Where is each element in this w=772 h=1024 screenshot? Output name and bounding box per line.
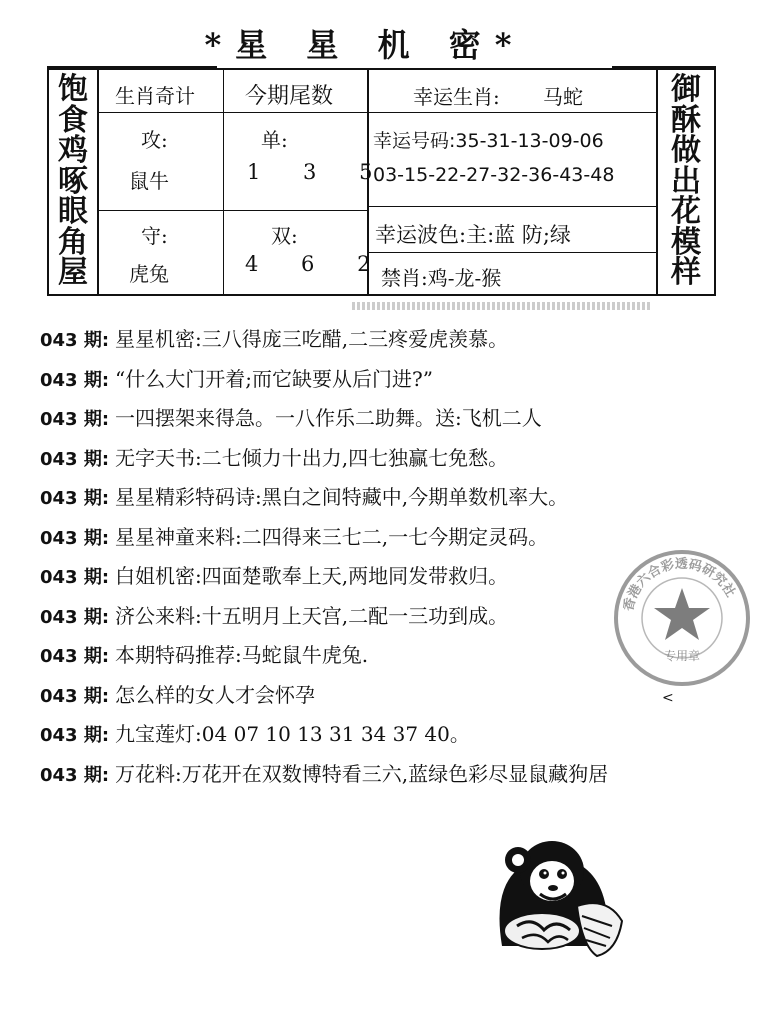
attack-value: 鼠牛	[129, 169, 169, 193]
mid-rule-right-1	[367, 206, 658, 207]
seal-center-text: 专用章	[663, 649, 701, 663]
mid-rule-left	[99, 210, 367, 211]
lucky-zodiac-label: 幸运生肖:	[413, 85, 500, 109]
header-rule	[99, 112, 658, 113]
attack-label: 攻:	[141, 128, 168, 152]
right-char: 酥	[671, 102, 701, 138]
line-text: 白姐机密:四面楚歌奉上天,两地同发带救归。	[115, 564, 509, 588]
line-text: “什么大门开着;而它缺要从后门进?”	[115, 366, 433, 391]
single-label: 单:	[261, 128, 288, 152]
defend-value: 虎兔	[129, 262, 169, 286]
double-numbers: 4 6 2	[245, 252, 389, 276]
left-char: 鸡	[58, 133, 88, 169]
left-char: 啄	[58, 163, 88, 199]
monkey-illustration	[482, 826, 632, 966]
list-item	[40, 755, 770, 795]
list-item	[40, 715, 770, 755]
line-text: 星星机密:三八得庞三吃醋,二三疼爱虎羡慕。	[115, 327, 509, 351]
period-label: 043 期:	[40, 567, 110, 588]
page-title: *星 星 机 密*	[204, 26, 526, 64]
right-char: 模	[671, 224, 701, 260]
right-vertical-text	[656, 70, 714, 294]
period-label: 043 期:	[40, 527, 110, 549]
mid-rule-right-2	[367, 252, 658, 253]
line-text: 星星精彩特码诗:黑白之间特藏中,今期单数机率大。	[115, 485, 569, 509]
left-char: 眼	[58, 194, 88, 230]
right-char: 御	[671, 72, 701, 108]
left-vertical-text	[49, 70, 99, 294]
left-char: 屋	[58, 255, 88, 291]
line-text: 九宝莲灯:04 07 10 13 31 34 37 40。	[115, 722, 470, 746]
official-seal-stamp	[612, 548, 752, 688]
period-label: 043 期:	[40, 488, 110, 509]
divider-zodiac	[223, 70, 224, 294]
single-numbers: 1 3 5	[247, 160, 391, 184]
line-text: 星星神童来料:二四得来三七二,一七今期定灵码。	[115, 524, 549, 549]
lucky-numbers-line1: 幸运号码:35-31-13-09-06	[373, 130, 604, 152]
period-label: 043 期:	[40, 369, 110, 391]
line-text: 一四摆架来得急。一八作乐二助舞。送:飞机二人	[115, 406, 542, 430]
list-item	[40, 360, 770, 400]
defend-label: 守:	[141, 224, 168, 248]
left-char: 饱	[58, 72, 88, 108]
period-label: 043 期:	[40, 448, 110, 470]
lucky-color: 幸运波色:主:蓝 防;绿	[375, 223, 571, 247]
stray-mark: <	[662, 690, 674, 706]
period-label: 043 期:	[40, 409, 110, 430]
right-char: 出	[671, 163, 701, 199]
lucky-numbers-line2: 03-15-22-27-32-36-43-48	[373, 164, 615, 186]
period-label: 043 期:	[40, 685, 110, 707]
list-item	[40, 320, 770, 360]
double-label: 双:	[271, 224, 298, 248]
right-char: 样	[671, 255, 701, 291]
faint-scan-line	[352, 302, 652, 310]
list-item	[40, 478, 770, 518]
left-char: 食	[58, 102, 88, 138]
line-text: 怎么样的女人才会怀孕	[115, 682, 316, 707]
period-label: 043 期:	[40, 764, 110, 786]
banned-zodiac: 禁肖:鸡-龙-猴	[381, 266, 502, 290]
period-label: 043 期:	[40, 330, 110, 351]
right-char: 花	[671, 194, 701, 230]
period-label: 043 期:	[40, 725, 110, 746]
period-label: 043 期:	[40, 646, 110, 667]
line-text: 本期特码推荐:马蛇鼠牛虎兔.	[115, 643, 369, 667]
seal-ring-text: 香港六合彩透码研究社	[621, 556, 738, 613]
info-table	[47, 68, 716, 296]
lucky-zodiac-value: 马蛇	[543, 85, 583, 109]
line-text: 万花料:万花开在双数博特看三六,蓝绿色彩尽显鼠藏狗居	[115, 761, 609, 786]
line-text: 济公来料:十五明月上天宫,二配一三功到成。	[115, 603, 509, 628]
list-item	[40, 439, 770, 479]
left-char: 角	[58, 224, 88, 260]
line-text: 无字天书:二七倾力十出力,四七独赢七免愁。	[115, 445, 509, 470]
list-item	[40, 399, 770, 439]
header-zodiac-strategy: 生肖奇计	[115, 84, 195, 108]
header-tail-numbers: 今期尾数	[245, 84, 334, 109]
period-label: 043 期:	[40, 606, 110, 628]
right-char: 做	[671, 133, 701, 169]
